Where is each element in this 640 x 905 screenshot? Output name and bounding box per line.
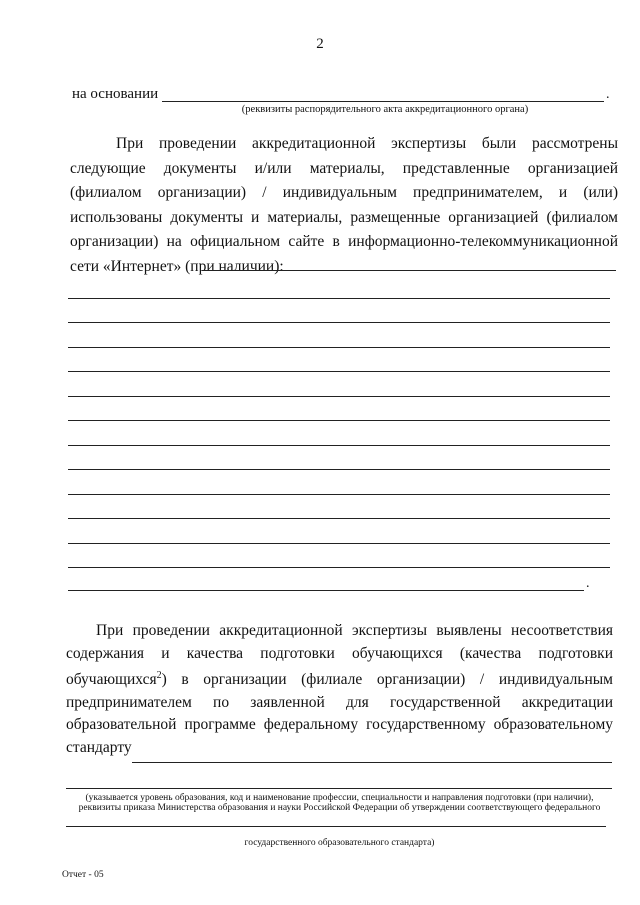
basis-caption: (реквизиты распорядительного акта аккредитационного органа) xyxy=(241,104,529,115)
nonconformity-paragraph xyxy=(66,620,613,759)
documents-fill-line[interactable] xyxy=(68,494,610,495)
documents-fill-line[interactable] xyxy=(68,396,610,397)
documents-fill-line[interactable] xyxy=(68,445,610,446)
education-level-caption: (указывается уровень образования, код и наименование профессии, специальности и направления подготовки (при наличии), xyxy=(85,793,594,803)
form-code-footer: Отчет - 05 xyxy=(62,870,104,880)
documents-fill-line[interactable] xyxy=(68,371,610,372)
documents-fill-line[interactable] xyxy=(68,347,610,348)
documents-fill-line[interactable] xyxy=(68,322,610,323)
documents-end-mark: . xyxy=(586,576,590,591)
standard-caption: государственного образовательного стандарта) xyxy=(244,838,435,848)
nonconformity-text-part1: При проведении аккредитационной экспертизы выявлены несоответствия содержания и качества подготовки обучающихся (качества подготовки обучающихся xyxy=(66,622,613,689)
standard-fill-line[interactable] xyxy=(132,762,612,763)
documents-fill-line[interactable] xyxy=(68,420,610,421)
documents-reviewed-paragraph: При проведении аккредитационной экспертизы были рассмотрены следующие документы и/или материалы, представленные организацией (филиалом организации) / индивидуальным предпринимателем, и (или) использованы документы и материалы, размещенные организацией (филиалом организации) на официальном сайте в информационно-телекоммуникационной сети «Интернет» (при наличии): xyxy=(70,135,618,275)
documents-fill-line[interactable] xyxy=(68,567,610,568)
basis-end-mark: . xyxy=(606,87,610,102)
standard-fill-line[interactable] xyxy=(66,788,612,789)
page-number: 2 xyxy=(316,36,324,52)
documents-fill-line[interactable] xyxy=(68,469,610,470)
order-details-fill-line[interactable] xyxy=(66,826,606,827)
documents-fill-line[interactable] xyxy=(68,543,610,544)
footnote-ref: 2 xyxy=(156,670,162,681)
basis-label: на основании xyxy=(72,86,159,102)
order-details-caption: реквизиты приказа Министерства образования и науки Российской Федерации об утверждении соответствующего федерального xyxy=(78,803,601,813)
nonconformity-text-part2: ) в организации (филиале организации) / индивидуальным предпринимателем по заявленной для государственной аккредитации образовательной программе федеральному государственному образовательному стандарту xyxy=(66,671,613,756)
basis-fill-line[interactable] xyxy=(162,101,604,102)
documents-fill-line[interactable] xyxy=(68,590,584,591)
documents-fill-line[interactable] xyxy=(68,518,610,519)
documents-fill-line[interactable] xyxy=(68,298,610,299)
documents-fill-line[interactable] xyxy=(202,270,616,271)
